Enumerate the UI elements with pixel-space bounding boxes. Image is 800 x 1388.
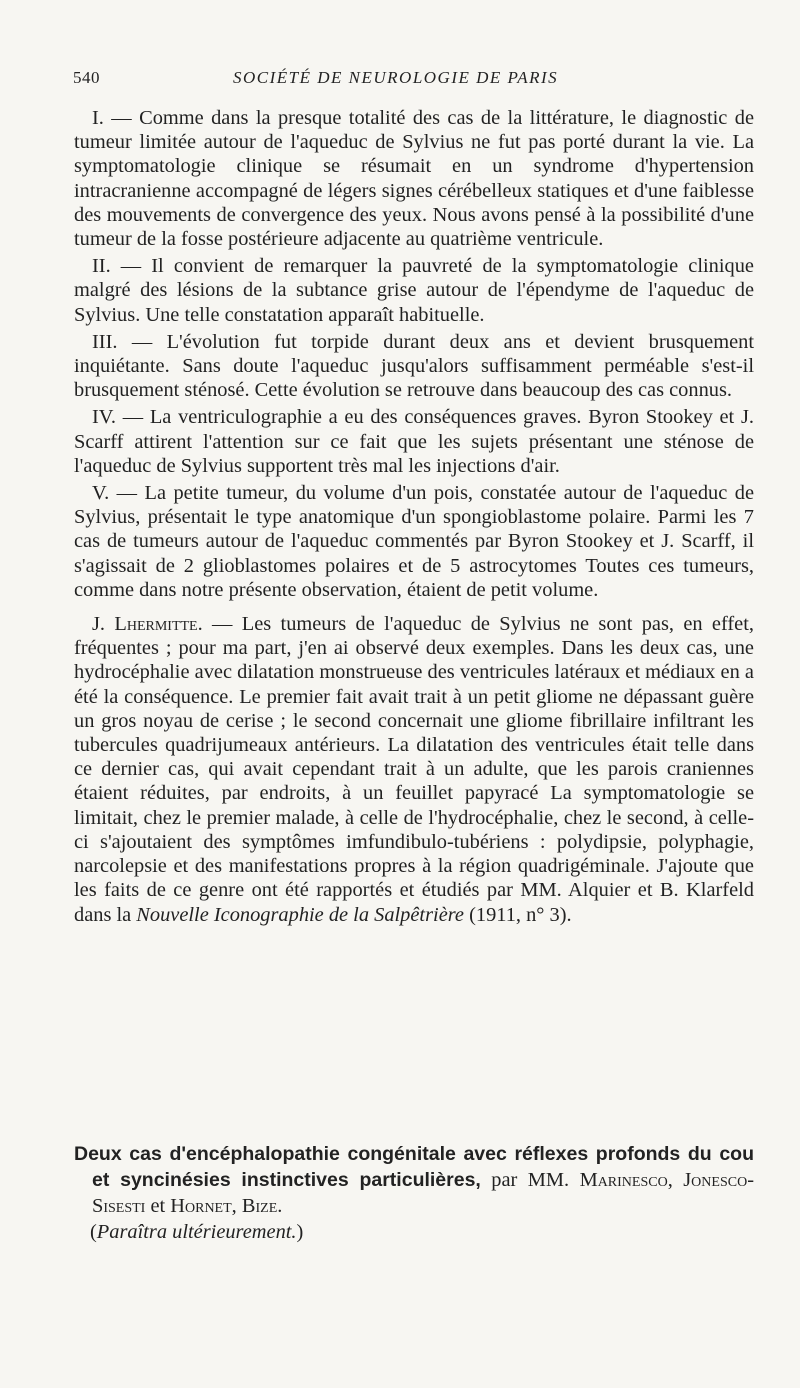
next-article-title: Deux cas d'encéphalopathie congénitale avec réflexes profonds du cou et syncinésies instinctives particulières,: [74, 1143, 754, 1191]
author-bize: Bize.: [241, 1195, 283, 1217]
paragraph-2: II. — Il convient de remarquer la pauvreté de la symptomatologie clinique malgré des lésions de la subtance grise autour de l'épendyme de l'aqueduc de Sylvius. Une telle constatation apparaît habituelle.: [74, 255, 754, 326]
page-header: [73, 68, 753, 92]
note-text: Paraîtra ultérieurement.: [96, 1221, 297, 1243]
publication-note: [90, 1221, 303, 1244]
next-article-heading: [74, 1141, 754, 1219]
note-open-paren: (: [90, 1221, 97, 1243]
next-article-title-line: [74, 1141, 754, 1219]
paragraph-5: V. — La petite tumeur, du volume d'un pois, constatée autour de l'aqueduc de Sylvius, présentait le type anatomique d'un spongioblastome polaire. Parmi les 7 cas de tumeurs autour de l'aqueduc commentés par Byron Stookey et J. Scarff, il s'agissait de 2 glioblastomes polaires et de 5 astrocytomes Toutes ces tumeurs, comme dans notre présente observation, étaient de petit volume.: [74, 482, 754, 601]
paragraph-4: IV. — La ventriculographie a eu des conséquences graves. Byron Stookey et J. Scarff attirent l'attention sur ce fait que les sujets présentant une sténose de l'aqueduc de Sylvius supportent très mal les injections d'air.: [74, 406, 754, 477]
note-close-paren: ): [296, 1221, 304, 1243]
discussion-author: Lhermitte.: [114, 613, 203, 636]
discussion-paragraph: [74, 612, 754, 927]
running-title: SOCIÉTÉ DE NEUROLOGIE DE PARIS: [233, 68, 559, 87]
paragraph-3: III. — L'évolution fut torpide durant deux ans et devient brusquement inquiétante. Sans doute l'aqueduc jusqu'alors suffisamment perméable s'est-il brusquement sténosé. Cette évolution se retrouve dans beaucoup des cas connus.: [74, 330, 754, 402]
authors-prefix: par MM.: [480, 1169, 580, 1191]
article-body: [74, 106, 754, 927]
paragraph-1: I. — Comme dans la presque totalité des cas de la littérature, le diagnostic de tumeur limitée autour de l'aqueduc de Sylvius ne fut pas porté durant la vie. La symptomatologie clinique se résumait en un syndrome d'hypertension intracranienne accompagné de légers signes cérébelleux statiques et d'une faiblesse des mouvements de convergence des yeux. Nous avons pensé à la possibilité d'une tumeur de la fosse postérieure adjacente au quatrième ventricule.: [74, 107, 754, 251]
discussion-text: — Les tumeurs de l'aqueduc de Sylvius ne sont pas, en effet, fréquentes ; pour ma part, j'en ai observé deux exemples. Dans les deux cas, une hydrocéphalie avec dilatation monstrueuse des ventricules latéraux et médiaux en a été la conséquence. Le premier fait avait trait à un petit gliome ne dépassant guère un gros noyau de cerise ; le second concernait une gliome fibrillaire infiltrant les tubercules quadrijumeaux antérieurs. La dilatation des ventricules était telle dans ce dernier cas, qui avait cependant trait à un adulte, que les parois craniennes étaient réduites, par endroits, à un feuillet papyracé La symptomatologie se limitait, chez le premier malade, à celle de l'hydrocéphalie, chez le second, à celle-ci s'ajoutaient des symptômes imfundibulo-tubériens : polydipsie, polyphagie, narcolepsie et des manifestations propres à la région quadrigéminale. J'ajoute que les faits de ce genre ont été rapportés et étudiés par MM. Alquier et B. Klarfeld dans la: [74, 613, 754, 926]
journal-name: Nouvelle Iconographie de la Salpêtrière: [136, 903, 464, 926]
author-jonesco-sisesti: Jonesco-Sisesti: [92, 1169, 754, 1217]
author-hornet: Hornet,: [170, 1195, 237, 1217]
journal-citation: (1911, n° 3).: [463, 903, 572, 926]
author-marinesco: Marinesco,: [579, 1169, 673, 1191]
discussion-initial: J.: [92, 613, 106, 636]
authors-and: et: [145, 1195, 171, 1217]
page-number: 540: [73, 68, 100, 87]
